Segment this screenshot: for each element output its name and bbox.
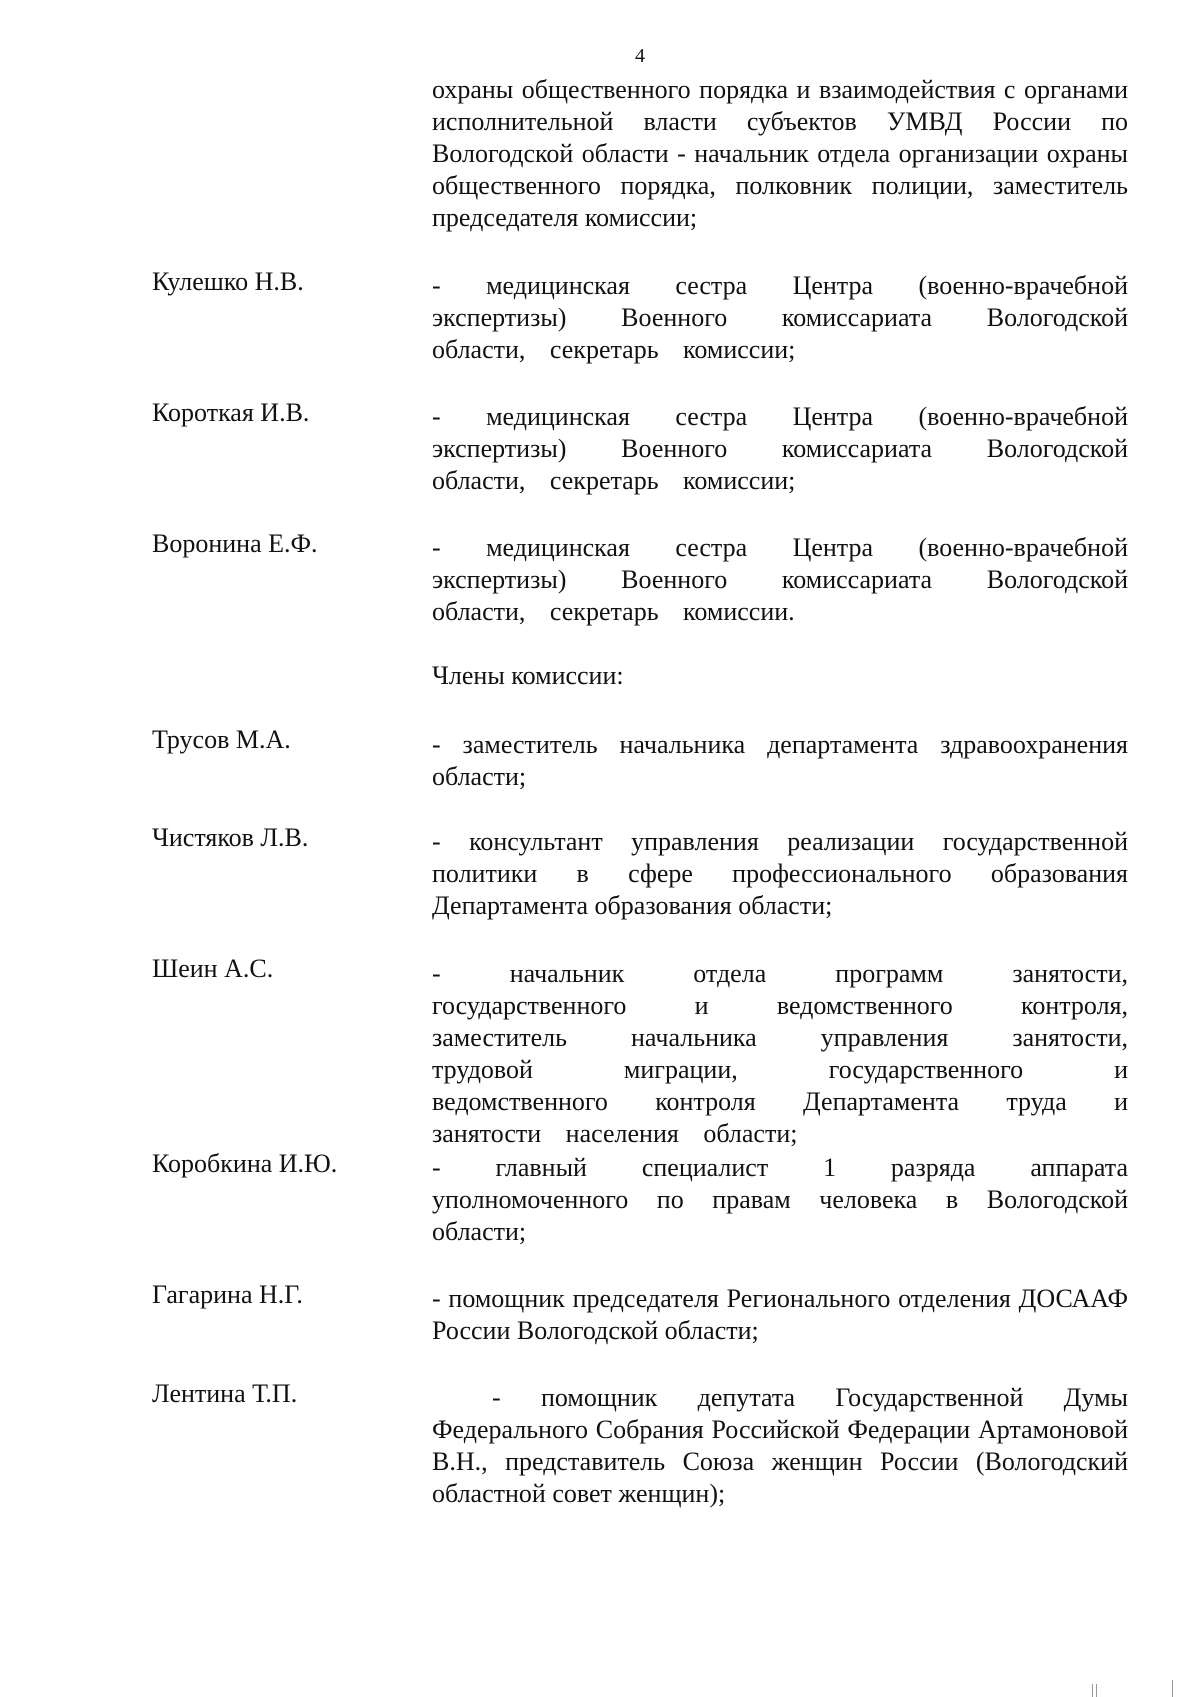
entry-name: Чистяков Л.В.: [152, 823, 309, 852]
entry-description: - медицинская сестра Центра (военно-врачебной экспертизы) Военного комиссариата Вологодской области, секретарь комиссии;: [432, 402, 1128, 495]
entry-description: - медицинская сестра Центра (военно-врачебной экспертизы) Военного комиссариата Вологодской области, секретарь комиссии;: [432, 271, 1128, 364]
entry-description: - консультант управления реализации государственной политики в сфере профессионального образования Департамента образования области;: [432, 827, 1128, 920]
members-heading: Члены комиссии:: [432, 661, 624, 690]
entry-name: Кулешко Н.В.: [152, 267, 304, 296]
scan-mark: [1172, 1680, 1173, 1697]
entry-description: - главный специалист 1 разряда аппарата уполномоченного по правам человека в Вологодской области;: [432, 1153, 1128, 1246]
page-number: 4: [635, 45, 645, 67]
entry-name: Гагарина Н.Г.: [152, 1280, 303, 1309]
entry-description: - начальник отдела программ занятости, государственного и ведомственного контроля, заместитель начальника управления занятости, трудовой миграции, государственного и ведомственного контроля Департамента труда и занятости населения области;: [432, 959, 1128, 1148]
entry-description: - заместитель начальника департамента здравоохранения области;: [432, 730, 1128, 791]
entry-description: - помощник депутата Государственной Думы Федерального Собрания Российской Федерации Артамоновой В.Н., представитель Союза женщин России (Вологодский областной совет женщин);: [432, 1383, 1128, 1508]
entry-description: - медицинская сестра Центра (военно-врачебной экспертизы) Военного комиссариата Вологодской области, секретарь комиссии.: [432, 533, 1128, 626]
scan-mark: [1096, 1684, 1097, 1697]
entry-name: Коробкина И.Ю.: [152, 1149, 338, 1178]
entry-name: Лентина Т.П.: [152, 1379, 298, 1408]
scan-mark: [1092, 1684, 1093, 1697]
intro-paragraph: охраны общественного порядка и взаимодействия с органами исполнительной власти субъектов УМВД России по Вологодской области - начальник отдела организации охраны общественного порядка, полковник полиции, заместитель председателя комиссии;: [432, 75, 1128, 232]
entry-name: Короткая И.В.: [152, 398, 310, 427]
entry-name: Трусов М.А.: [152, 725, 291, 754]
entry-name: Шеин А.С.: [152, 954, 274, 983]
entry-description: - помощник председателя Регионального отделения ДОСААФ России Вологодской области;: [432, 1284, 1128, 1345]
entry-name: Воронина Е.Ф.: [152, 529, 318, 558]
